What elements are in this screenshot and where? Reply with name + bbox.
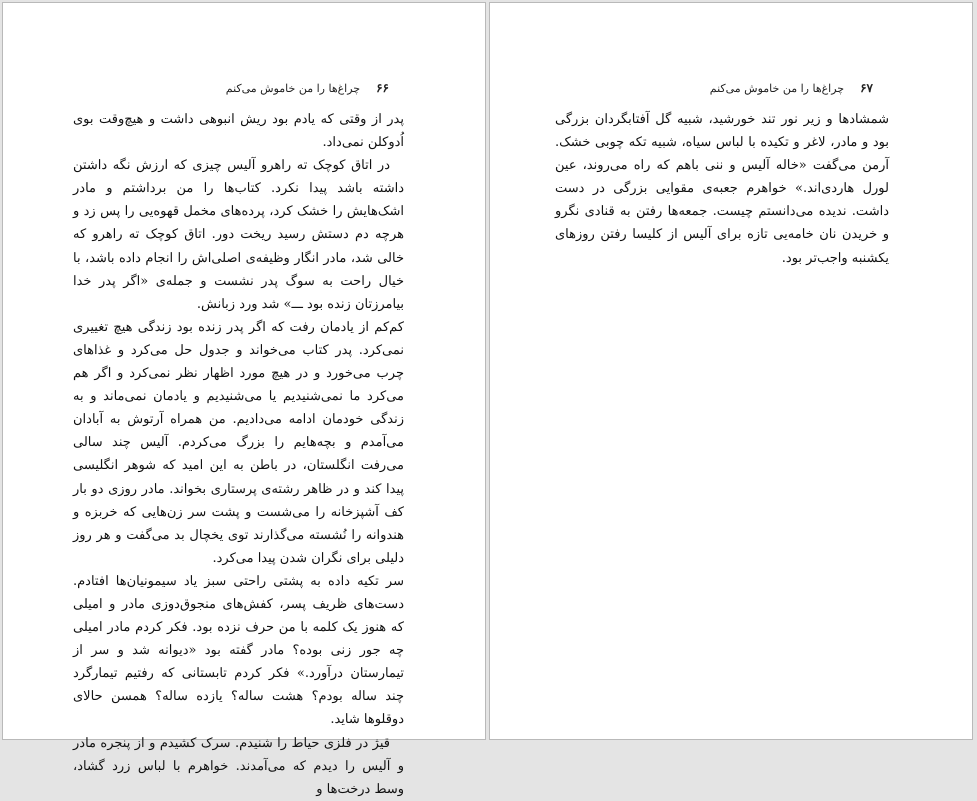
page-body (555, 108, 889, 270)
paragraph: قیژ در فلزی حیاط را شنیدم. سرک کشیدم و از پنجره مادر و آلیس را دیدم که می‌آمدند. خواهرم با لباس زرد گشاد، وسط درخت‌ها و (73, 735, 404, 797)
left-page (2, 2, 486, 797)
paragraph: شمشادها و زیر نور تند خورشید، شبیه گل آفتابگردان بزرگی بود و مادر، لاغر و تکیده با لباس سیاه، شبیه تکه چوبی خشک. آرمن می‌گفت «خاله آلیس و ننی باهم که راه می‌روند، عین لورل هاردی‌اند.» خواهرم جعبه‌ی مقوایی بزرگی در دست داشت. ندیده می‌دانستم چیست. جمعه‌ها رفتن به قنادی نگرو و خریدن نان خامه‌یی تازه برای آلیس از کلیسا رفتن روزهای یکشنبه واجب‌تر بود. (555, 112, 889, 266)
running-title: چراغ‌ها را من خاموش می‌کنم (709, 82, 845, 95)
paragraph: سر تکیه داده به پشتی راحتی سبز یاد سیمونیان‌ها افتادم. دست‌های ظریف پسر، کفش‌های منجوق‌دوزی مادر و امیلی که هنوز یک کلمه با من حرف نزده بود. فکر کردم مادر امیلی چه جور زنی بوده؟ مادر گفته بود «دیوانه شد و سر از تیمارستان درآورد.» فکر کردم تابستانی که رفتیم تیمارگرد چند ساله بودم؟ هشت ساله؟ یازده ساله؟ همسن حالای دوقلوها شاید. (73, 573, 404, 728)
right-page (489, 2, 973, 740)
page-header (226, 81, 389, 95)
page-body (73, 108, 404, 801)
paragraph: پدر از وقتی که یادم بود ریش انبوهی داشت و هیچ‌وقت بوی اُدوکلن نمی‌داد. (73, 112, 404, 151)
running-title: چراغ‌ها را من خاموش می‌کنم (225, 82, 361, 95)
paragraph: در اتاق کوچک ته راهرو آلیس چیزی که ارزش نگه داشتن داشته باشد پیدا نکرد. کتاب‌ها را من برداشتم و مادر اشک‌هایش را خشک کرد، پرده‌های مخمل قهوه‌یی را پس زد و هرچه دم دستش رسید ریخت دور. اتاق کوچک ته راهرو که خالی شد، مادر انگار وظیفه‌ی اصلی‌اش را انجام داده باشد، با خیال راحت به سوگ پدر نشست و جمله‌ی «اگر پدر خدا بیامرزتان زنده بود ـــ» شد ورد زبانش. (73, 158, 404, 312)
paragraph: کم‌کم از یادمان رفت که اگر پدر زنده بود زندگی هیچ تغییری نمی‌کرد. پدر کتاب می‌خواند و جدول حل می‌کرد و غذاهای چرب می‌خورد و در هیچ مورد اظهار نظر نمی‌کرد و اگر هم می‌کرد ما نمی‌شنیدیم یا می‌شنیدیم و یادمان نمی‌ماند و به زندگی خودمان ادامه می‌دادیم. من همراه آرتوش به آبادان می‌آمدم و بچه‌هایم را بزرگ می‌کردم. آلیس چند سالی می‌رفت انگلستان، در باطن به این امید که شوهر انگلیسی پیدا کند و در ظاهر رشته‌ی پرستاری بخواند. مادر روزی دو بار کف آشپزخانه را می‌شست و پشت سر زن‌هایی که خربزه و هندوانه را نُشسته می‌گذارند توی یخچال بد می‌گفت و هر روز دلیلی برای نگران شدن پیدا می‌کرد. (73, 319, 404, 566)
page-number: ۶۷ (860, 81, 873, 95)
page-header (710, 81, 873, 95)
page-number: ۶۶ (376, 81, 389, 95)
